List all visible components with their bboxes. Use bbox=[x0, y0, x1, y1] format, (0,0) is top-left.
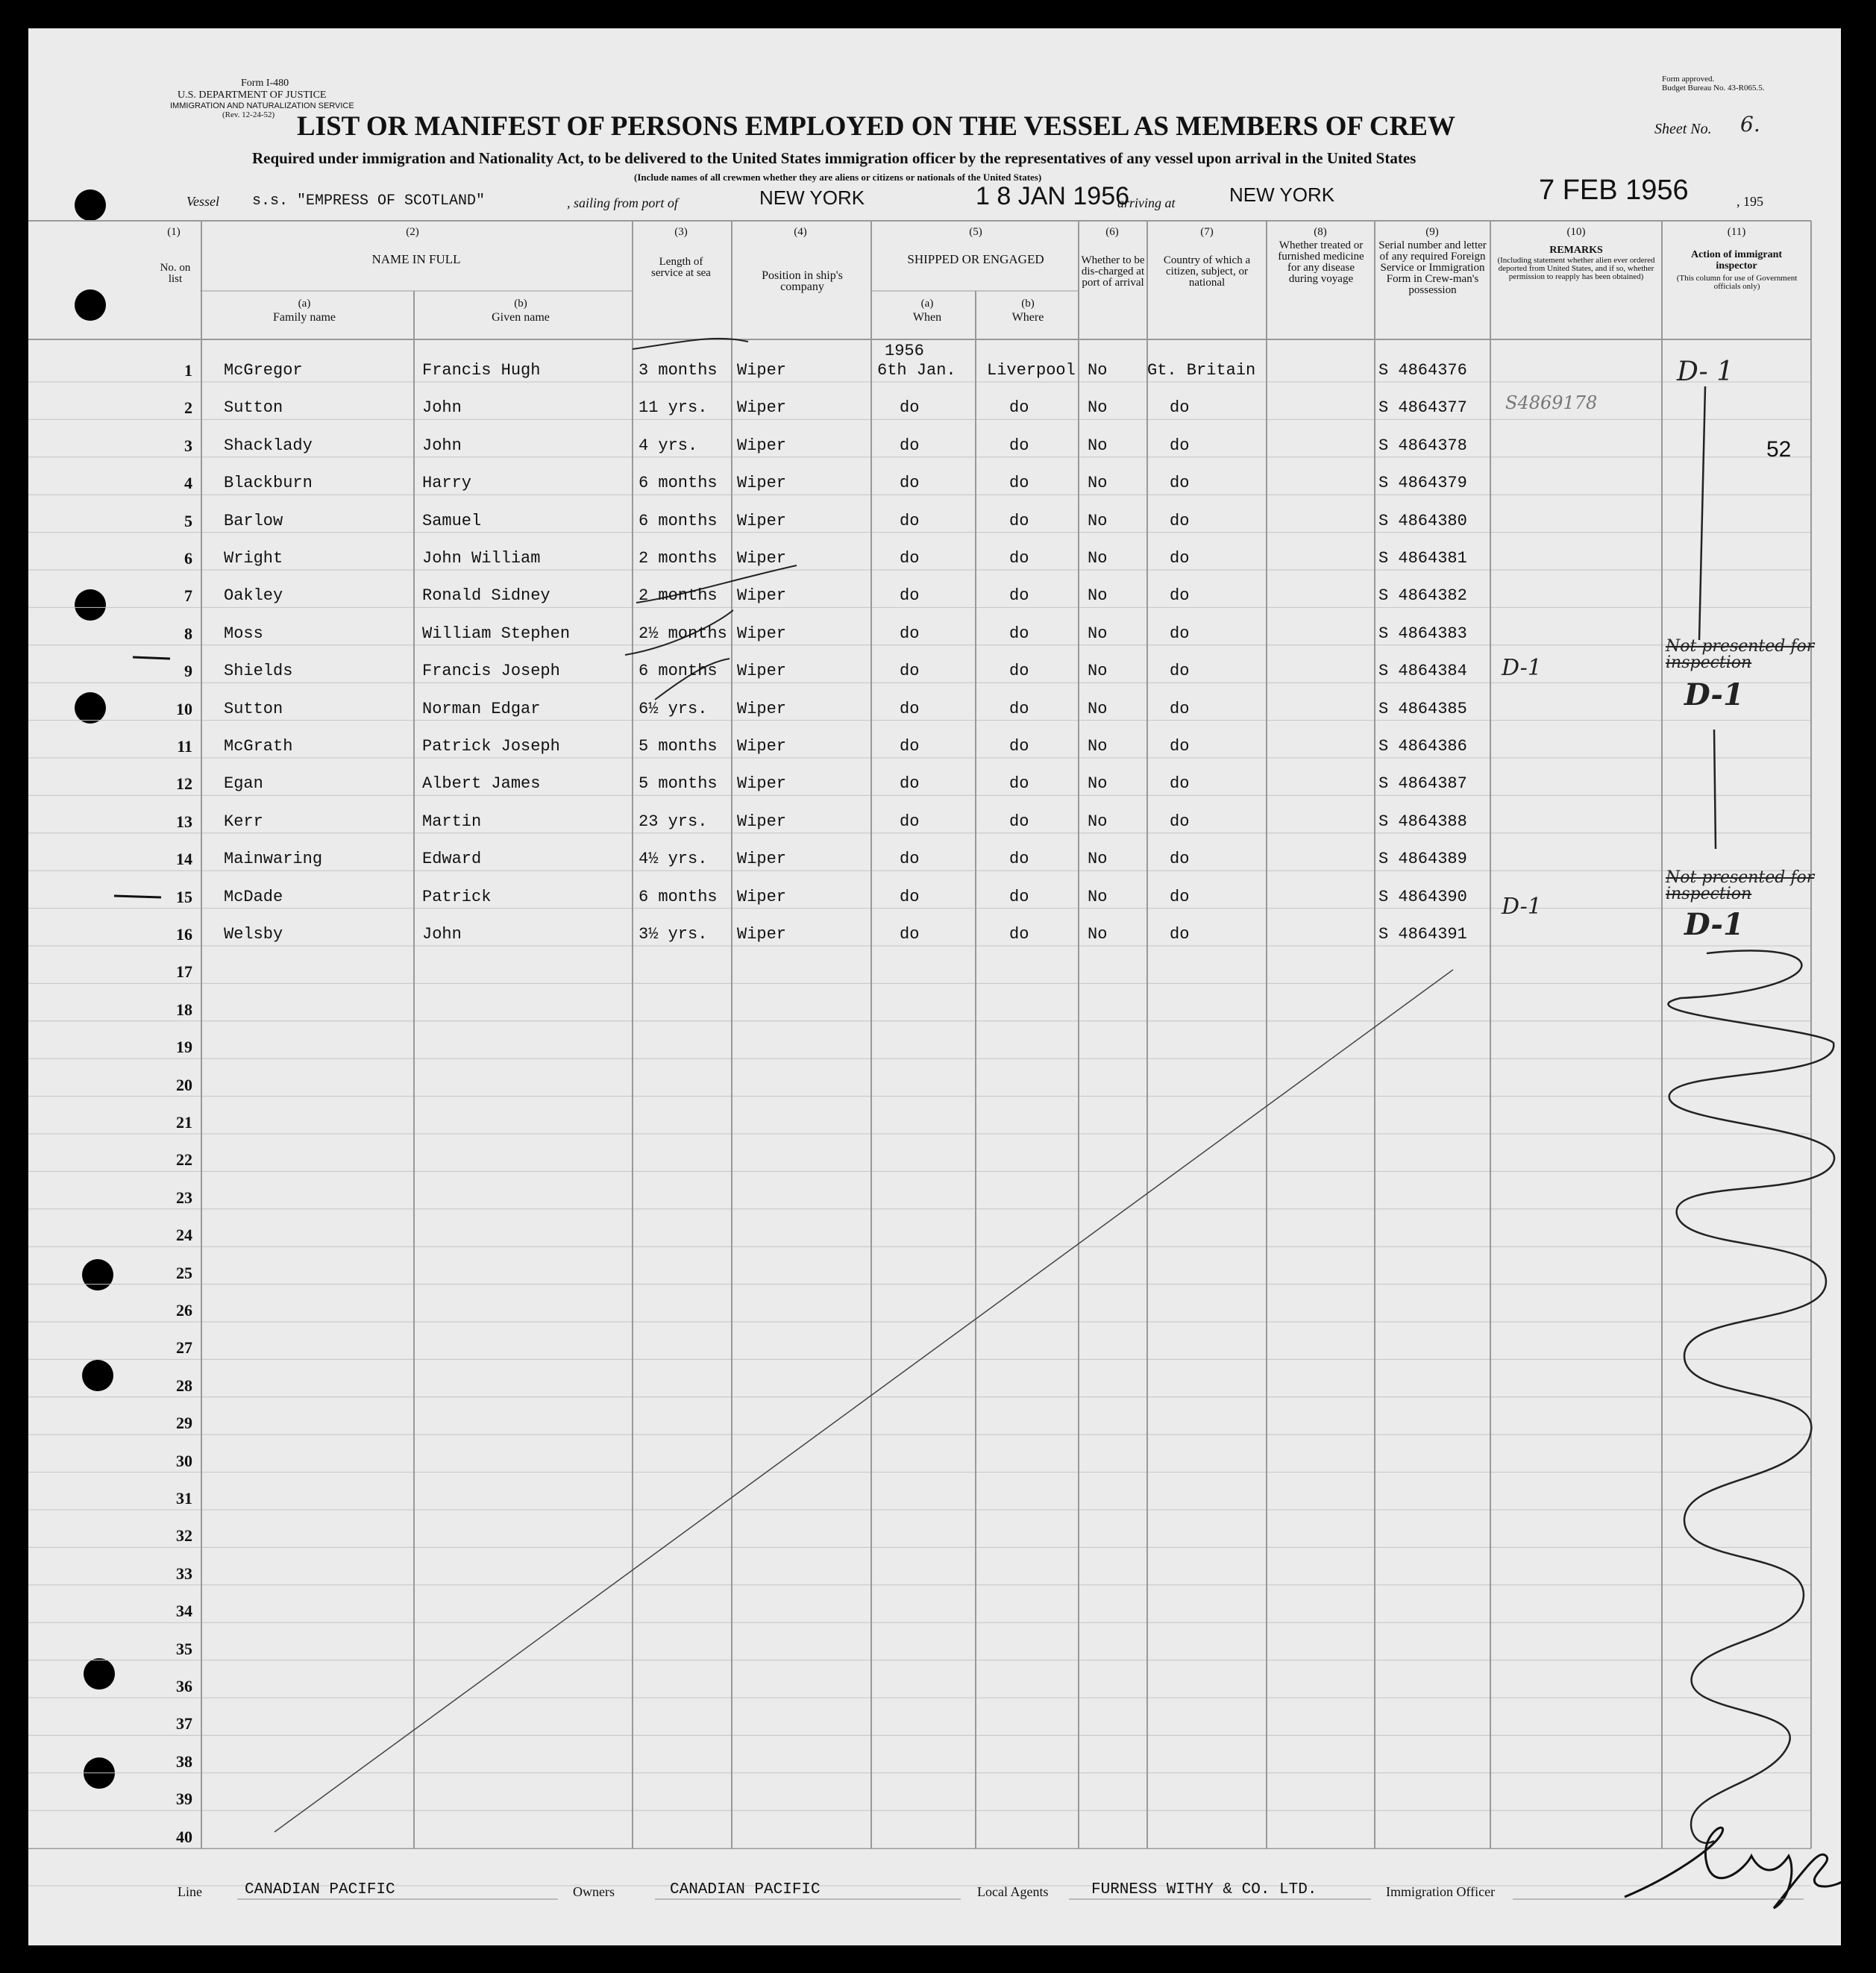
discharged-cell: No bbox=[1088, 925, 1108, 944]
form-number: Form I-480 bbox=[241, 78, 289, 89]
country-cell: do bbox=[1170, 699, 1190, 718]
family-name-cell: Kerr bbox=[224, 812, 263, 831]
row-number: 6 bbox=[184, 549, 192, 568]
country-cell: do bbox=[1170, 737, 1190, 756]
service-length-cell: 4 yrs. bbox=[639, 436, 698, 455]
row-number: 28 bbox=[176, 1376, 192, 1395]
family-name-cell: Oakley bbox=[224, 586, 283, 606]
family-name-cell: Moss bbox=[224, 624, 263, 643]
row-number: 9 bbox=[184, 662, 192, 681]
row-number: 24 bbox=[176, 1226, 192, 1245]
discharged-cell: No bbox=[1088, 887, 1108, 906]
serial-number-cell: S 4864387 bbox=[1378, 774, 1467, 794]
family-name-cell: Welsby bbox=[224, 925, 283, 944]
row-number: 8 bbox=[184, 624, 192, 643]
row-number: 5 bbox=[184, 511, 192, 530]
given-name-cell: Francis Joseph bbox=[422, 662, 560, 681]
row-number: 13 bbox=[176, 812, 192, 831]
action-row15: D-1 bbox=[1684, 907, 1744, 942]
family-name-cell: McDade bbox=[224, 887, 283, 906]
shipped-where-cell: do bbox=[1009, 624, 1029, 643]
row-number: 21 bbox=[176, 1113, 192, 1132]
serial-number-cell: S 4864379 bbox=[1378, 474, 1467, 493]
line-value: CANADIAN PACIFIC bbox=[245, 1881, 395, 1898]
shipped-where-cell: do bbox=[1009, 662, 1029, 681]
serial-number-cell: S 4864384 bbox=[1378, 662, 1467, 681]
position-cell: Wiper bbox=[737, 624, 787, 643]
col4-num: (4) bbox=[794, 226, 807, 238]
sailing-port: NEW YORK bbox=[759, 186, 865, 209]
col11-note: (This column for use of Government officials only) bbox=[1676, 274, 1798, 291]
shipped-where-cell: do bbox=[1009, 774, 1029, 794]
discharged-cell: No bbox=[1088, 699, 1108, 718]
row-number: 32 bbox=[176, 1526, 192, 1546]
row-number: 2 bbox=[184, 398, 192, 418]
col7-header: Country of which a citizen, subject, or national bbox=[1163, 254, 1251, 289]
action-row1: D- 1 bbox=[1677, 357, 1734, 387]
budget-bureau: Budget Bureau No. 43-R065.5. bbox=[1662, 84, 1765, 92]
serial-number-cell: S 4864380 bbox=[1378, 511, 1467, 530]
given-name-cell: Patrick bbox=[422, 887, 492, 906]
shipped-when-cell: do bbox=[900, 699, 920, 718]
country-cell: do bbox=[1170, 474, 1190, 493]
col9-header: Serial number and letter of any required Foreign Service or Immigration Form in Crew-man's possession bbox=[1378, 239, 1487, 296]
row-number: 33 bbox=[176, 1563, 192, 1583]
manifest-sheet bbox=[28, 28, 1841, 1945]
serial-number-cell: S 4864388 bbox=[1378, 812, 1467, 831]
shipped-where-cell: do bbox=[1009, 850, 1029, 869]
department: U.S. DEPARTMENT OF JUSTICE bbox=[178, 90, 327, 101]
shipped-when-cell: do bbox=[900, 887, 920, 906]
country-cell: do bbox=[1170, 887, 1190, 906]
row-number: 18 bbox=[176, 1000, 192, 1019]
country-cell: do bbox=[1170, 586, 1190, 606]
shipped-where-cell: do bbox=[1009, 812, 1029, 831]
col2a-header: Family name bbox=[273, 311, 336, 324]
row-number: 16 bbox=[176, 925, 192, 944]
col10-num: (10) bbox=[1566, 226, 1586, 238]
country-cell: do bbox=[1170, 925, 1190, 944]
shipped-where-cell: do bbox=[1009, 699, 1029, 718]
shipped-when-cell: do bbox=[900, 662, 920, 681]
shipped-where-cell: do bbox=[1009, 887, 1029, 906]
country-cell: do bbox=[1170, 511, 1190, 530]
shipped-where-cell: do bbox=[1009, 549, 1029, 568]
col2-header: NAME IN FULL bbox=[371, 252, 461, 266]
position-cell: Wiper bbox=[737, 398, 787, 418]
serial-number-cell: S 4864378 bbox=[1378, 436, 1467, 455]
row-number: 17 bbox=[176, 962, 192, 982]
given-name-cell: Martin bbox=[422, 812, 482, 831]
family-name-cell: Egan bbox=[224, 774, 263, 794]
col5-header: SHIPPED OR ENGAGED bbox=[907, 252, 1044, 266]
row-number: 1 bbox=[184, 361, 192, 380]
shipped-when-cell: do bbox=[900, 774, 920, 794]
vessel-label: Vessel bbox=[186, 194, 219, 209]
col5b-header: Where bbox=[1011, 311, 1044, 324]
remark-row2: S4869178 bbox=[1505, 392, 1598, 413]
col2b-header: Given name bbox=[492, 311, 550, 324]
include-note: (Include names of all crewmen whether they are aliens or citizens or nationals of the United States) bbox=[634, 172, 1042, 183]
shipped-when-cell: do bbox=[900, 549, 920, 568]
service-length-cell: 6 months bbox=[639, 887, 718, 906]
row-number: 35 bbox=[176, 1639, 192, 1658]
action-row9-struck: Not presented for inspection bbox=[1666, 637, 1815, 672]
serial-number-cell: S 4864391 bbox=[1378, 925, 1467, 944]
col5b-num: (b) bbox=[1021, 298, 1035, 310]
discharged-cell: No bbox=[1088, 511, 1108, 530]
service-length-cell: 2 months bbox=[639, 586, 718, 606]
shipped-when-cell: do bbox=[900, 474, 920, 493]
shipped-where-cell: do bbox=[1009, 586, 1029, 606]
service-length-cell: 6 months bbox=[639, 474, 718, 493]
shipped-when-cell: do bbox=[900, 398, 920, 418]
discharged-cell: No bbox=[1088, 549, 1108, 568]
country-cell: do bbox=[1170, 662, 1190, 681]
arriving-port: NEW YORK bbox=[1229, 184, 1335, 206]
given-name-cell: Francis Hugh bbox=[422, 361, 541, 380]
position-cell: Wiper bbox=[737, 361, 787, 380]
arriving-label: arriving at bbox=[1117, 195, 1176, 210]
family-name-cell: McGregor bbox=[224, 361, 303, 380]
subtitle: Required under immigration and Nationality Act, to be delivered to the United States immigration officer by the representatives of any vessel upon arrival in the United States bbox=[252, 149, 1417, 167]
service-length-cell: 11 yrs. bbox=[639, 398, 708, 418]
row-number: 7 bbox=[184, 586, 192, 606]
row-number: 36 bbox=[176, 1677, 192, 1696]
sailing-date-stamp: 1 8 JAN 1956 bbox=[976, 182, 1130, 210]
service-length-cell: 5 months bbox=[639, 774, 718, 794]
col8-header: Whether treated or furnished medicine for any disease during voyage bbox=[1278, 239, 1364, 285]
position-cell: Wiper bbox=[737, 474, 787, 493]
sailing-label: , sailing from port of bbox=[567, 195, 678, 210]
shipped-where-cell: Liverpool bbox=[987, 361, 1076, 380]
service-length-cell: 23 yrs. bbox=[639, 812, 708, 831]
service-length-cell: 4½ yrs. bbox=[639, 850, 708, 869]
given-name-cell: Albert James bbox=[422, 774, 541, 794]
row-number: 14 bbox=[176, 850, 192, 869]
serial-number-cell: S 4864389 bbox=[1378, 850, 1467, 869]
row-number: 25 bbox=[176, 1263, 192, 1282]
position-cell: Wiper bbox=[737, 925, 787, 944]
col3-header: Length of service at sea bbox=[651, 256, 711, 279]
family-name-cell: Sutton bbox=[224, 699, 283, 718]
year-note: 1956 bbox=[885, 342, 924, 360]
position-cell: Wiper bbox=[737, 737, 787, 756]
shipped-where-cell: do bbox=[1009, 436, 1029, 455]
col5a-header: When bbox=[912, 311, 942, 324]
row-number: 22 bbox=[176, 1150, 192, 1170]
serial-number-cell: S 4864385 bbox=[1378, 699, 1467, 718]
country-cell: do bbox=[1170, 850, 1190, 869]
family-name-cell: Shacklady bbox=[224, 436, 313, 455]
discharged-cell: No bbox=[1088, 774, 1108, 794]
row-number: 10 bbox=[176, 699, 192, 718]
row-number: 29 bbox=[176, 1414, 192, 1433]
serial-number-cell: S 4864383 bbox=[1378, 624, 1467, 643]
position-cell: Wiper bbox=[737, 774, 787, 794]
service-length-cell: 6 months bbox=[639, 662, 718, 681]
country-cell: do bbox=[1170, 549, 1190, 568]
position-cell: Wiper bbox=[737, 812, 787, 831]
diagonal-cancel-line bbox=[275, 970, 1453, 1832]
country-cell: do bbox=[1170, 624, 1190, 643]
row-number: 38 bbox=[176, 1751, 192, 1771]
col11-header: Action of immigrant inspector bbox=[1690, 249, 1783, 272]
form-approved: Form approved. bbox=[1662, 75, 1715, 84]
discharged-cell: No bbox=[1088, 662, 1108, 681]
discharged-cell: No bbox=[1088, 436, 1108, 455]
row-number: 26 bbox=[176, 1301, 192, 1320]
row-number: 3 bbox=[184, 436, 192, 455]
service-length-cell: 5 months bbox=[639, 737, 718, 756]
action-row15-struck: Not presented for inspection bbox=[1666, 868, 1815, 903]
col11-num: (11) bbox=[1727, 226, 1746, 238]
shipped-when-cell: do bbox=[900, 624, 920, 643]
revision: (Rev. 12-24-52) bbox=[222, 110, 275, 119]
country-cell: do bbox=[1170, 812, 1190, 831]
shipped-when-cell: do bbox=[900, 436, 920, 455]
discharged-cell: No bbox=[1088, 474, 1108, 493]
shipped-where-cell: do bbox=[1009, 398, 1029, 418]
row-number: 37 bbox=[176, 1714, 192, 1734]
inspector-vertical-line bbox=[1699, 386, 1716, 849]
year-suffix: , 195 bbox=[1737, 194, 1763, 209]
country-cell: Gt. Britain bbox=[1147, 361, 1256, 380]
arrival-date-stamp: 7 FEB 1956 bbox=[1539, 175, 1689, 206]
shipped-when-cell: do bbox=[900, 511, 920, 530]
discharged-cell: No bbox=[1088, 361, 1108, 380]
line-label: Line bbox=[178, 1884, 202, 1899]
discharged-cell: No bbox=[1088, 737, 1108, 756]
row-number: 30 bbox=[176, 1451, 192, 1470]
service-length-cell: 6½ yrs. bbox=[639, 699, 708, 718]
col4-header: Position in ship's company bbox=[762, 269, 843, 293]
agents-value: FURNESS WITHY & CO. LTD. bbox=[1091, 1881, 1317, 1898]
col2b-num: (b) bbox=[514, 298, 527, 310]
vessel-name: s.s. "EMPRESS OF SCOTLAND" bbox=[252, 192, 486, 210]
agents-label: Local Agents bbox=[977, 1884, 1049, 1899]
given-name-cell: John bbox=[422, 436, 462, 455]
discharged-cell: No bbox=[1088, 586, 1108, 606]
col5-num: (5) bbox=[969, 226, 982, 238]
country-cell: do bbox=[1170, 436, 1190, 455]
serial-number-cell: S 4864390 bbox=[1378, 887, 1467, 906]
given-name-cell: John William bbox=[422, 549, 541, 568]
row-number: 11 bbox=[177, 737, 192, 756]
service-length-cell: 6 months bbox=[639, 511, 718, 530]
owners-value: CANADIAN PACIFIC bbox=[670, 1881, 821, 1898]
col2a-num: (a) bbox=[298, 298, 311, 310]
position-cell: Wiper bbox=[737, 662, 787, 681]
remark-row9: D-1 bbox=[1502, 655, 1542, 681]
col10-note: (Including statement whether alien ever ordered deported from United States, and if so, whether permission to reapply has been obtained) bbox=[1497, 256, 1655, 281]
shipped-when-cell: do bbox=[900, 812, 920, 831]
shipped-where-cell: do bbox=[1009, 511, 1029, 530]
given-name-cell: Patrick Joseph bbox=[422, 737, 560, 756]
shipped-where-cell: do bbox=[1009, 474, 1029, 493]
shipped-when-cell: 6th Jan. bbox=[877, 361, 956, 380]
family-name-cell: Mainwaring bbox=[224, 850, 323, 869]
col10-header: REMARKS bbox=[1549, 245, 1603, 256]
family-name-cell: Wright bbox=[224, 549, 283, 568]
officer-signature bbox=[1625, 1828, 1841, 1908]
service: IMMIGRATION AND NATURALIZATION SERVICE bbox=[170, 101, 354, 110]
shipped-when-cell: do bbox=[900, 850, 920, 869]
family-name-cell: McGrath bbox=[224, 737, 293, 756]
serial-number-cell: S 4864381 bbox=[1378, 549, 1467, 568]
shipped-when-cell: do bbox=[900, 925, 920, 944]
country-cell: do bbox=[1170, 398, 1190, 418]
row-number: 20 bbox=[176, 1075, 192, 1094]
given-name-cell: John bbox=[422, 925, 462, 944]
row-number: 4 bbox=[184, 474, 192, 493]
row-number: 31 bbox=[176, 1489, 192, 1508]
col8-num: (8) bbox=[1314, 226, 1327, 238]
remark-row15: D-1 bbox=[1502, 894, 1542, 920]
service-length-cell: 2½ months bbox=[639, 624, 727, 643]
serial-number-cell: S 4864386 bbox=[1378, 737, 1467, 756]
owners-label: Owners bbox=[573, 1884, 615, 1899]
service-length-cell: 3 months bbox=[639, 361, 718, 380]
shipped-when-cell: do bbox=[900, 586, 920, 606]
row-number: 27 bbox=[176, 1338, 192, 1358]
given-name-cell: Samuel bbox=[422, 511, 482, 530]
discharged-cell: No bbox=[1088, 624, 1108, 643]
row-number: 34 bbox=[176, 1602, 192, 1621]
country-cell: do bbox=[1170, 774, 1190, 794]
col5a-num: (a) bbox=[920, 298, 934, 310]
col6-header: Whether to be dis-charged at port of arrival bbox=[1081, 254, 1145, 289]
position-cell: Wiper bbox=[737, 436, 787, 455]
discharged-cell: No bbox=[1088, 812, 1108, 831]
given-name-cell: Edward bbox=[422, 850, 482, 869]
col3-num: (3) bbox=[674, 226, 688, 238]
sheet-label: Sheet No. bbox=[1654, 121, 1712, 137]
serial-number-cell: S 4864377 bbox=[1378, 398, 1467, 418]
family-name-cell: Blackburn bbox=[224, 474, 313, 493]
shipped-when-cell: do bbox=[900, 737, 920, 756]
family-name-cell: Shields bbox=[224, 662, 293, 681]
col2-num: (2) bbox=[406, 226, 419, 238]
shipped-where-cell: do bbox=[1009, 737, 1029, 756]
serial-number-cell: S 4864376 bbox=[1378, 361, 1467, 380]
position-cell: Wiper bbox=[737, 511, 787, 530]
shipped-where-cell: do bbox=[1009, 925, 1029, 944]
position-cell: Wiper bbox=[737, 549, 787, 568]
action-count: 52 bbox=[1766, 437, 1792, 462]
row-number: 12 bbox=[176, 774, 192, 794]
position-cell: Wiper bbox=[737, 586, 787, 606]
sheet-number: 6. bbox=[1740, 112, 1760, 137]
row-number: 15 bbox=[176, 887, 192, 906]
col1-num: (1) bbox=[167, 226, 181, 238]
officer-label: Immigration Officer bbox=[1386, 1884, 1496, 1899]
given-name-cell: Ronald Sidney bbox=[422, 586, 550, 606]
serial-number-cell: S 4864382 bbox=[1378, 586, 1467, 606]
col7-num: (7) bbox=[1200, 226, 1214, 238]
service-length-cell: 2 months bbox=[639, 549, 718, 568]
service-length-cell: 3½ yrs. bbox=[639, 925, 708, 944]
row-number: 40 bbox=[176, 1827, 192, 1846]
col9-num: (9) bbox=[1425, 226, 1439, 238]
given-name-cell: William Stephen bbox=[422, 624, 571, 643]
position-cell: Wiper bbox=[737, 887, 787, 906]
given-name-cell: John bbox=[422, 398, 462, 418]
given-name-cell: Norman Edgar bbox=[422, 699, 541, 718]
row-number: 39 bbox=[176, 1789, 192, 1809]
family-name-cell: Sutton bbox=[224, 398, 283, 418]
discharged-cell: No bbox=[1088, 398, 1108, 418]
position-cell: Wiper bbox=[737, 699, 787, 718]
family-name-cell: Barlow bbox=[224, 511, 283, 530]
given-name-cell: Harry bbox=[422, 474, 472, 493]
action-row9: D-1 bbox=[1684, 677, 1744, 712]
row-number: 23 bbox=[176, 1188, 192, 1207]
col6-num: (6) bbox=[1105, 226, 1119, 238]
page-title: LIST OR MANIFEST OF PERSONS EMPLOYED ON THE VESSEL AS MEMBERS OF CREW bbox=[297, 111, 1455, 142]
col1-header: No. on list bbox=[160, 262, 191, 285]
discharged-cell: No bbox=[1088, 850, 1108, 869]
row-number: 19 bbox=[176, 1038, 192, 1057]
position-cell: Wiper bbox=[737, 850, 787, 869]
